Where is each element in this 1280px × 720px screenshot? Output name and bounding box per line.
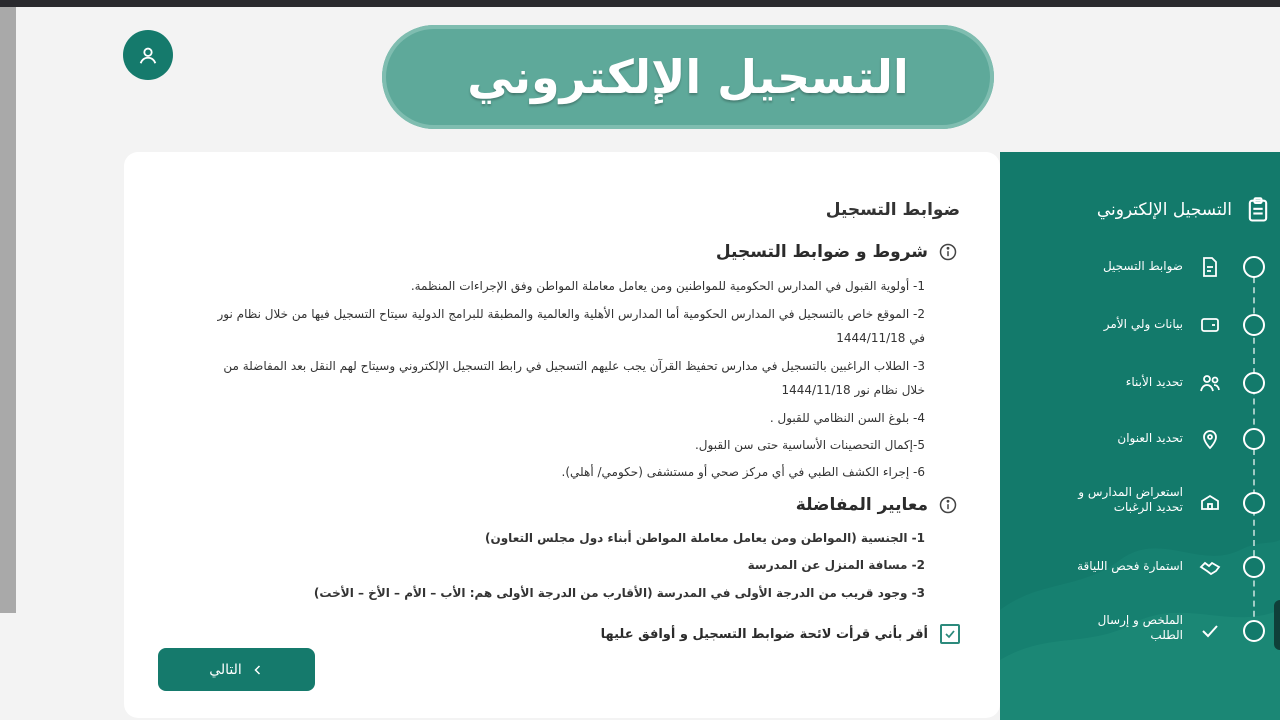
condition-item: 2- الموقع خاص بالتسجيل في المدارس الحكومية أما المدارس الأهلية والعالمية والمطبقة للبرامج الدولية سيتاح التسجيل فيها من خلال نظام نور في 1444/11/18 — [217, 307, 925, 345]
agree-text: أقر بأني قرأت لائحة ضوابط التسجيل و أوافق عليها — [600, 626, 928, 642]
step-indicator — [1243, 556, 1265, 578]
criteria-item: 2- مسافة المنزل عن المدرسة — [747, 558, 925, 572]
step-label: استعراض المدارس و تحديد الرغبات — [1078, 485, 1183, 514]
agree-row — [601, 624, 960, 644]
condition-item: 3- الطلاب الراغبين بالتسجيل في مدارس تحفيظ القرآن يجب عليهم التسجيل في رابط التسجيل الإلكتروني وسيتاح لهم النقل بعد المفاضلة من خلال نظام نور 1444/11/18 — [223, 359, 925, 397]
step-indicator — [1243, 314, 1265, 336]
wallet-icon — [1198, 313, 1222, 337]
card-title: ضوابط التسجيل — [825, 200, 960, 220]
step-label: تحديد العنوان — [1117, 431, 1183, 445]
sidebar-header — [1097, 196, 1272, 224]
document-icon — [1198, 255, 1222, 279]
criteria-heading — [796, 495, 958, 515]
page-banner — [382, 25, 994, 129]
conditions-heading-text: شروط و ضوابط التسجيل — [715, 242, 928, 262]
top-bar — [0, 0, 1280, 7]
users-icon — [1198, 371, 1222, 395]
steps-sidebar — [1000, 152, 1280, 720]
registration-rules-card — [124, 152, 1000, 718]
step-label: استمارة فحص اللياقة — [1077, 559, 1183, 573]
left-edge — [0, 7, 16, 613]
step-indicator — [1243, 256, 1265, 278]
condition-item: 6- إجراء الكشف الطبي في أي مركز صحي أو مستشفى (حكومي/ أهلي). — [561, 465, 925, 479]
condition-item: 4- بلوغ السن النظامي للقبول . — [769, 411, 925, 425]
next-button[interactable] — [158, 648, 315, 691]
conditions-heading — [716, 242, 958, 262]
agree-checkbox[interactable] — [940, 624, 960, 644]
handshake-icon — [1198, 555, 1222, 579]
step-indicator — [1243, 620, 1265, 642]
criteria-item: 3- وجود قريب من الدرجة الأولى في المدرسة (الأقارب من الدرجة الأولى هم: الأب – الأم – الأخ – الأخت) — [313, 586, 925, 600]
step-indicator — [1243, 372, 1265, 394]
info-icon — [938, 242, 958, 262]
banner-title: التسجيل الإلكتروني — [467, 50, 909, 104]
step-label: الملخص و إرسال الطلب — [1097, 613, 1183, 642]
sidebar-title: التسجيل الإلكتروني — [1096, 200, 1232, 220]
condition-item: 5-إكمال التحصينات الأساسية حتى سن القبول. — [694, 438, 925, 452]
step-label: بيانات ولي الأمر — [1103, 317, 1183, 331]
chevron-left-icon — [252, 664, 264, 676]
school-icon — [1198, 491, 1222, 515]
scroll-knob[interactable] — [1274, 600, 1280, 650]
checkmark-icon — [944, 628, 956, 640]
condition-item: 1- أولوية القبول في المدارس الحكومية للمواطنين ومن يعامل معاملة المواطن وفق الإجراءات المنظمة. — [410, 279, 925, 293]
user-icon — [137, 44, 159, 66]
clipboard-icon — [1244, 196, 1272, 224]
check-icon — [1198, 619, 1222, 643]
avatar[interactable] — [123, 30, 173, 80]
sidebar-background-hills — [1000, 490, 1280, 720]
step-indicator — [1243, 492, 1265, 514]
step-indicator — [1243, 428, 1265, 450]
step-label: تحديد الأبناء — [1125, 375, 1183, 389]
next-label: التالي — [209, 661, 242, 678]
info-icon — [938, 495, 958, 515]
step-label: ضوابط التسجيل — [1102, 259, 1183, 273]
criteria-heading-text: معايير المفاضلة — [795, 495, 928, 515]
criteria-item: 1- الجنسية (المواطن ومن يعامل معاملة المواطن أبناء دول مجلس التعاون) — [485, 531, 925, 545]
location-icon — [1198, 427, 1222, 451]
